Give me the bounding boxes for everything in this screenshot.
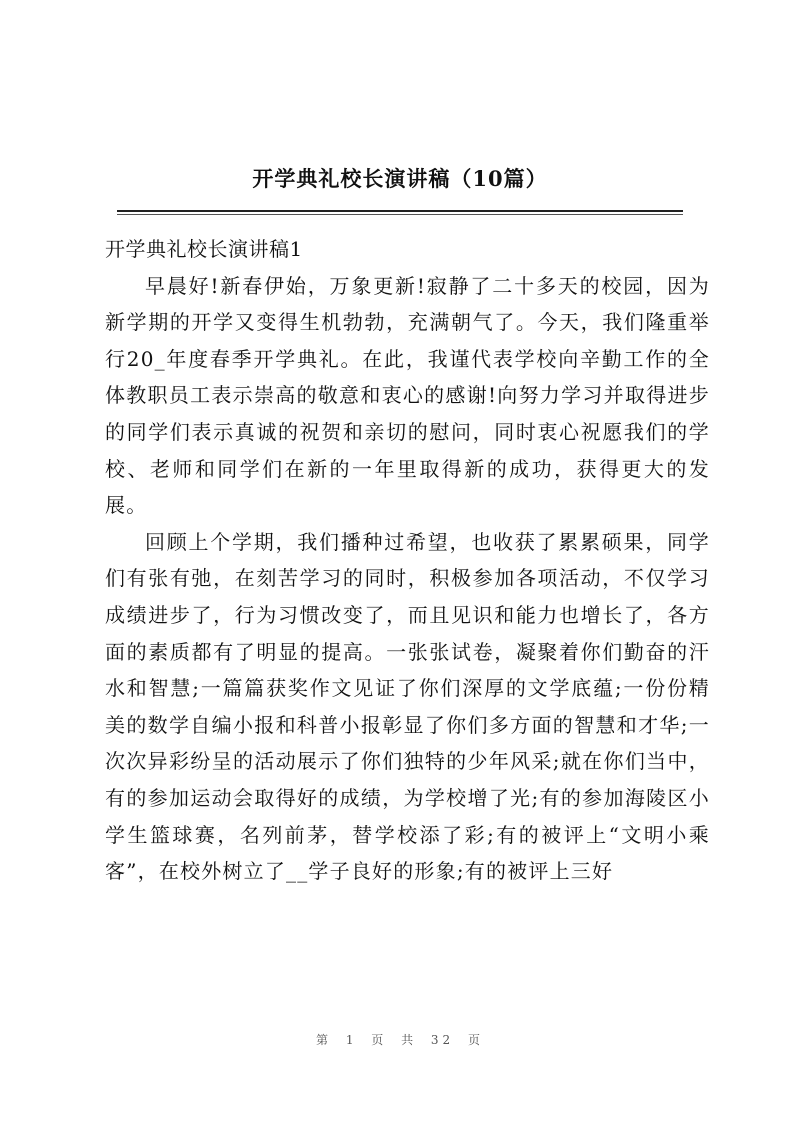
document-title: 开学典礼校长演讲稿（10篇） <box>252 166 548 191</box>
title-divider <box>117 210 683 212</box>
paragraph-2: 回顾上个学期，我们播种过希望，也收获了累累硕果，同学们有张有弛，在刻苦学习的同时，积极参加各项活动，不仅学习成绩进步了，行为习惯改变了，而且见识和能力也增长了，各方面的素质都有了明显的提高。一张张试卷，凝聚着你们勤奋的汗水和智慧;一篇篇获奖作文见证了你们深厚的文学底蕴;一份份精美的数学自编小报和科普小报彰显了你们多方面的智慧和才华;一次次异彩纷呈的活动展示了你们独特的少年风采;就在你们当中，有的参加运动会取得好的成绩，为学校增了光;有的参加海陵区小学生篮球赛，名列前茅，替学校添了彩;有的被评上“文明小乘客”，在校外树立了__学子良好的形象;有的被评上三好 <box>105 529 710 884</box>
document-body <box>105 231 710 890</box>
page-number-footer: 第 1 页 共 32 页 <box>316 1033 484 1047</box>
section-heading: 开学典礼校长演讲稿1 <box>105 237 303 261</box>
title-divider-thin <box>117 214 683 215</box>
paragraph-1: 早晨好!新春伊始，万象更新!寂静了二十多天的校园，因为新学期的开学又变得生机勃勃，充满朝气了。今天，我们隆重举行20_年度春季开学典礼。在此，我谨代表学校向辛勤工作的全体教职员工表示崇高的敬意和衷心的感谢!向努力学习并取得进步的同学们表示真诚的祝贺和亲切的慰问，同时衷心祝愿我们的学校、老师和同学们在新的一年里取得新的成功，获得更大的发展。 <box>105 273 710 518</box>
